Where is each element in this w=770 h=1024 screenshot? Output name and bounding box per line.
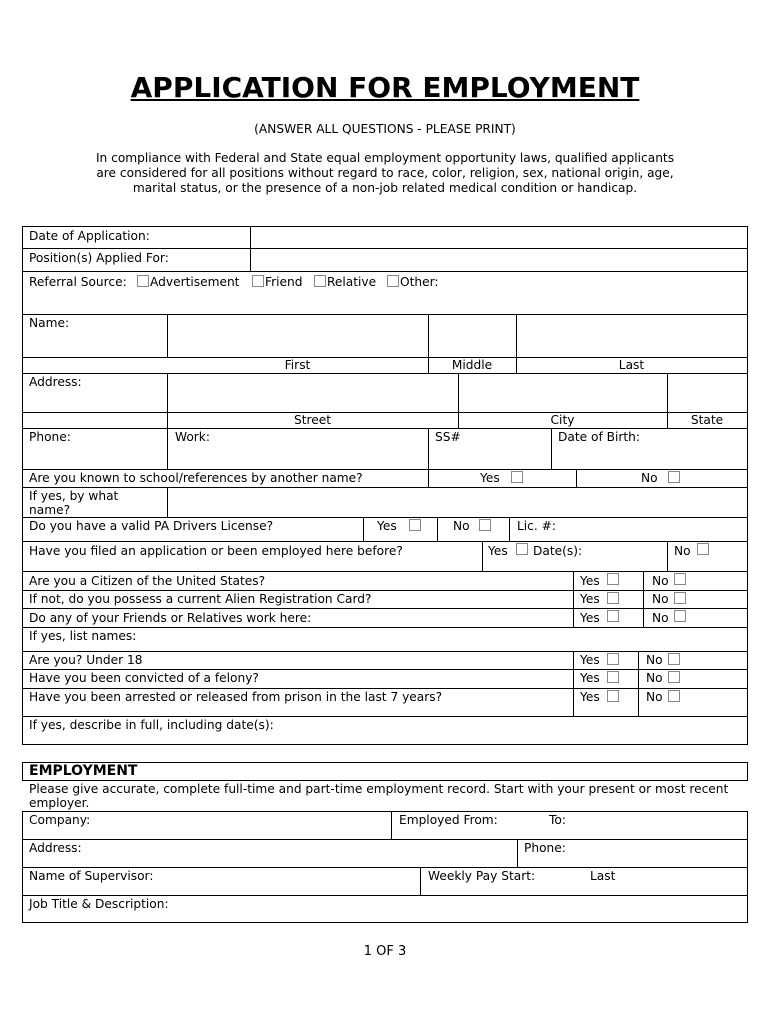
last-name-caption: Last bbox=[618, 358, 645, 372]
page-number: 1 OF 3 bbox=[363, 944, 407, 959]
other-name-no-label: No bbox=[641, 471, 658, 485]
license-number-label: Lic. #: bbox=[517, 519, 556, 533]
felony-yes-label: Yes bbox=[580, 671, 600, 685]
referral-other-label: Other: bbox=[400, 275, 439, 289]
employment-employed-from-label: Employed From: bbox=[399, 813, 498, 827]
employment-phone-label: Phone: bbox=[524, 841, 566, 855]
drivers-license-question: Do you have a valid PA Drivers License? bbox=[29, 519, 274, 533]
if-yes-name-label: If yes, by what name? bbox=[29, 489, 119, 517]
under-18-yes-checkbox[interactable] bbox=[607, 653, 619, 665]
employment-address-label: Address: bbox=[29, 841, 82, 855]
date-of-birth-label: Date of Birth: bbox=[558, 430, 640, 444]
arrested-no-label: No bbox=[646, 690, 663, 704]
felony-no-checkbox[interactable] bbox=[668, 671, 680, 683]
referral-other-checkbox[interactable] bbox=[387, 275, 399, 287]
referral-advertisement-label: Advertisement bbox=[150, 275, 240, 289]
middle-name-caption: Middle bbox=[451, 358, 493, 372]
friends-relatives-no-label: No bbox=[652, 611, 669, 625]
state-caption: State bbox=[690, 413, 724, 427]
citizen-no-checkbox[interactable] bbox=[674, 573, 686, 585]
address-label: Address: bbox=[29, 375, 82, 389]
first-name-caption: First bbox=[284, 358, 311, 372]
form-title: APPLICATION FOR EMPLOYMENT bbox=[130, 71, 640, 104]
describe-label: If yes, describe in full, including date(s): bbox=[29, 718, 274, 732]
felony-no-label: No bbox=[646, 671, 663, 685]
under-18-no-checkbox[interactable] bbox=[668, 653, 680, 665]
list-names-label: If yes, list names: bbox=[29, 629, 137, 643]
referral-advertisement-checkbox[interactable] bbox=[137, 275, 149, 287]
other-name-no-checkbox[interactable] bbox=[668, 471, 680, 483]
alien-card-question: If not, do you possess a current Alien Registration Card? bbox=[29, 592, 372, 606]
friends-relatives-question: Do any of your Friends or Relatives work here: bbox=[29, 611, 312, 625]
employment-heading: EMPLOYMENT bbox=[29, 763, 138, 779]
arrested-yes-checkbox[interactable] bbox=[607, 690, 619, 702]
referral-source-label: Referral Source: bbox=[29, 275, 127, 289]
arrested-yes-label: Yes bbox=[580, 690, 600, 704]
arrested-no-checkbox[interactable] bbox=[668, 690, 680, 702]
employment-to-label: To: bbox=[549, 813, 566, 827]
employment-supervisor-label: Name of Supervisor: bbox=[29, 869, 154, 883]
employment-job-title-label: Job Title & Description: bbox=[29, 897, 169, 911]
under-18-no-label: No bbox=[646, 653, 663, 667]
filed-before-question: Have you filed an application or been employed here before? bbox=[29, 544, 403, 558]
other-name-yes-checkbox[interactable] bbox=[511, 471, 523, 483]
friends-relatives-yes-label: Yes bbox=[580, 611, 600, 625]
alien-card-no-label: No bbox=[652, 592, 669, 606]
referral-relative-label: Relative bbox=[327, 275, 377, 289]
friends-relatives-yes-checkbox[interactable] bbox=[607, 610, 619, 622]
other-name-question: Are you known to school/references by another name? bbox=[29, 471, 363, 485]
license-yes-checkbox[interactable] bbox=[409, 519, 421, 531]
felony-yes-checkbox[interactable] bbox=[607, 671, 619, 683]
filed-dates-label: Date(s): bbox=[533, 544, 583, 558]
license-yes-label: Yes bbox=[377, 519, 397, 533]
referral-relative-checkbox[interactable] bbox=[314, 275, 326, 287]
positions-applied-label: Position(s) Applied For: bbox=[29, 251, 169, 265]
ssn-label: SS# bbox=[435, 430, 461, 444]
referral-friend-label: Friend bbox=[265, 275, 303, 289]
alien-card-yes-label: Yes bbox=[580, 592, 600, 606]
referral-friend-checkbox[interactable] bbox=[252, 275, 264, 287]
other-name-yes-label: Yes bbox=[480, 471, 500, 485]
felony-question: Have you been convicted of a felony? bbox=[29, 671, 259, 685]
alien-card-yes-checkbox[interactable] bbox=[607, 592, 619, 604]
employment-weekly-pay-label: Weekly Pay Start: bbox=[428, 869, 536, 883]
arrested-question: Have you been arrested or released from prison in the last 7 years? bbox=[29, 690, 443, 704]
filed-before-no-label: No bbox=[674, 544, 691, 558]
phone-label: Phone: bbox=[29, 430, 71, 444]
work-phone-label: Work: bbox=[175, 430, 210, 444]
date-of-application-label: Date of Application: bbox=[29, 229, 150, 243]
citizen-question: Are you a Citizen of the United States? bbox=[29, 574, 266, 588]
city-caption: City bbox=[550, 413, 575, 427]
under-18-yes-label: Yes bbox=[580, 653, 600, 667]
license-no-label: No bbox=[453, 519, 470, 533]
eeo-statement: In compliance with Federal and State equal employment opportunity laws, qualified applicants are considered for all positions without regard to race, color, religion, sex, national origin, age, marital status, or the presence of a non-job related medical condition or handicap. bbox=[95, 151, 675, 195]
filed-before-yes-checkbox[interactable] bbox=[516, 543, 528, 555]
license-no-checkbox[interactable] bbox=[479, 519, 491, 531]
employment-instructions: Please give accurate, complete full-time and part-time employment record. Start with your present or most recent employer. bbox=[29, 782, 729, 810]
form-subtitle: (ANSWER ALL QUESTIONS - PLEASE PRINT) bbox=[254, 122, 516, 136]
filed-before-no-checkbox[interactable] bbox=[697, 543, 709, 555]
employment-company-label: Company: bbox=[29, 813, 91, 827]
alien-card-no-checkbox[interactable] bbox=[674, 592, 686, 604]
citizen-yes-label: Yes bbox=[580, 574, 600, 588]
name-label: Name: bbox=[29, 316, 70, 330]
citizen-yes-checkbox[interactable] bbox=[607, 573, 619, 585]
employment-pay-last-label: Last bbox=[590, 869, 616, 883]
street-caption: Street bbox=[293, 413, 332, 427]
under-18-question: Are you? Under 18 bbox=[29, 653, 143, 667]
citizen-no-label: No bbox=[652, 574, 669, 588]
friends-relatives-no-checkbox[interactable] bbox=[674, 610, 686, 622]
filed-before-yes-label: Yes bbox=[488, 544, 508, 558]
